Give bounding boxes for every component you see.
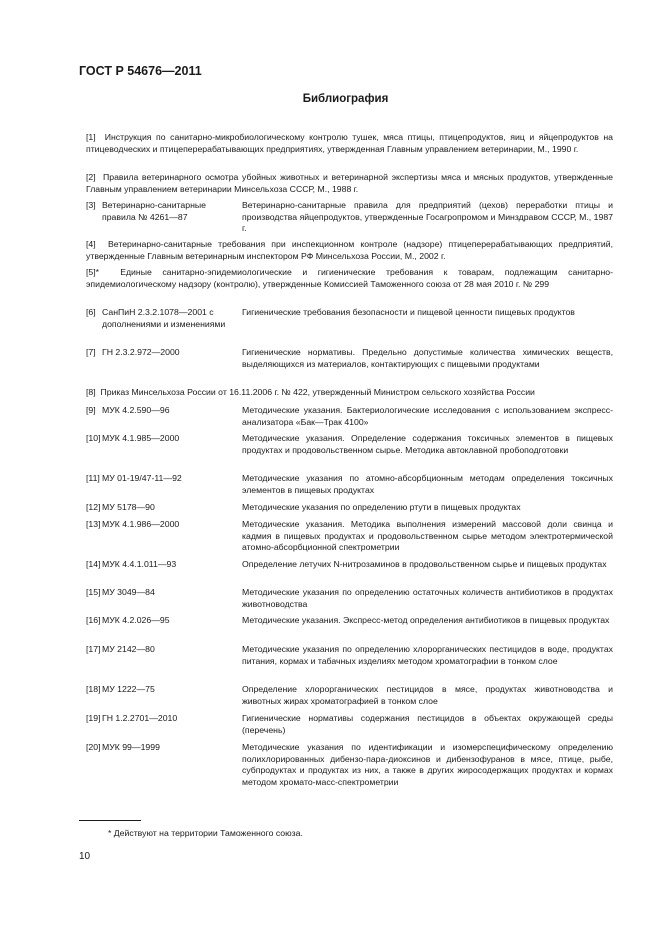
entry-number: [16] <box>86 615 101 625</box>
bibliography-entry <box>86 615 613 627</box>
entry-number: [20] <box>86 742 101 752</box>
bibliography-entry <box>86 267 613 290</box>
entry-code: МУ 01-19/47-11—92 <box>102 473 182 483</box>
entry-code: МУК 4.4.1.011—93 <box>102 559 177 569</box>
entry-text: Методические указания. Методика выполнения измерений массовой доли свинца и кадмия в пищевых продуктах и продовольственном сырье методом электротермической атомно-абсорбционной спектрометрии <box>242 519 613 553</box>
entry-number: [6] <box>86 307 96 317</box>
bibliography-entry <box>86 644 613 667</box>
bibliography-entry <box>86 200 613 235</box>
entry-text: Методические указания. Определение содержания токсичных элементов в пищевых продуктах и продовольственном сырье. Методика автоклавной пробоподготовки <box>242 433 613 455</box>
entry-text: Методические указания по определению хлорорганических пестицидов в воде, продуктах питания, кормах и табачных изделиях методом хроматографии в тонком слое <box>242 644 613 666</box>
bibliography-entry <box>86 405 613 428</box>
bibliography-entry <box>86 347 613 370</box>
entry-number: [1] <box>86 132 96 142</box>
entry-number: [15] <box>86 587 101 597</box>
entry-text: Методические указания. Экспресс-метод определения антибиотиков в пищевых продуктах <box>242 615 610 625</box>
entry-code: МУ 1222—75 <box>102 684 155 694</box>
bibliography-entry <box>86 519 613 554</box>
entry-text: Методические указания по определению остаточных количеств антибиотиков в продуктах животноводства <box>242 587 613 609</box>
entry-text: Правила ветеринарного осмотра убойных животных и ветеринарной экспертизы мяса и мясных продуктов, утвержденные Главным управлением ветеринарии Минсельхоза СССР, М., 1988 г. <box>86 172 614 194</box>
entry-code: МУК 99—1999 <box>102 742 160 752</box>
entry-code: ГН 2.3.2.972—2000 <box>102 347 180 357</box>
entry-number: [8] <box>86 387 96 397</box>
entry-text: Гигиенические требования безопасности и пищевой ценности пищевых продуктов <box>242 307 575 317</box>
footnote-divider <box>79 820 141 821</box>
page-number: 10 <box>79 851 91 862</box>
entry-number: [14] <box>86 559 101 569</box>
bibliography-entry <box>86 559 613 571</box>
bibliography-entry <box>86 587 613 610</box>
entry-text: Приказ Минсельхоза России от 16.11.2006 г. № 422, утвержденный Министром сельского хозяйства России <box>100 387 535 397</box>
entry-number: [9] <box>86 405 96 415</box>
entry-number: [13] <box>86 519 101 529</box>
entry-text: Методические указания по атомно-абсорбционным методам определения токсичных элементов в пищевых продуктах <box>242 473 613 495</box>
bibliography-entry <box>86 433 613 456</box>
bibliography-entry <box>86 307 613 330</box>
entry-text: Гигиенические нормативы содержания пестицидов в объектах окружающей среды (перечень) <box>242 713 613 735</box>
entry-code: МУК 4.2.590—96 <box>102 405 170 415</box>
entry-number: [11] <box>86 473 100 483</box>
entry-number: [18] <box>86 684 101 694</box>
entry-number: [12] <box>86 502 101 512</box>
entry-text: Методические указания по определению ртути в пищевых продуктах <box>242 502 521 512</box>
entry-number: [19] <box>86 713 101 723</box>
document-header: ГОСТ Р 54676—2011 <box>79 64 202 78</box>
entry-number: [7] <box>86 347 96 357</box>
entry-code: МУ 5178—90 <box>102 502 155 512</box>
bibliography-entry <box>86 742 613 788</box>
entry-code: МУ 3049—84 <box>102 587 155 597</box>
entry-text: Методические указания по идентификации и изомерспецифическому определению полихлорированных дибензо-пара-диоксинов и дибензофуранов в мясе, птице, рыбе, субпродуктах и продуктах из них, а также в других жиросодержащих продуктах и кормах методом хромато-масс-спектрометрии <box>242 742 613 787</box>
entry-code: МУК 4.1.985—2000 <box>102 433 180 443</box>
entry-code: МУК 4.2.026—95 <box>102 615 170 625</box>
entry-number: [4] <box>86 239 96 249</box>
entry-text: Ветеринарно-санитарные правила для предприятий (цехов) переработки птицы и производства яйцепродуктов, утвержденные Госагропромом и Минздравом СССР, М., 1987 г. <box>242 200 613 234</box>
entry-text: Определение хлорорганических пестицидов в мясе, продуктах животноводства и животных жирах хроматографией в тонком слое <box>242 684 613 706</box>
entry-code: СанПиН 2.3.2.1078—2001 с дополнениями и изменениями <box>102 307 226 329</box>
entry-text: Инструкция по санитарно-микробиологическому контролю тушек, мяса птицы, птицепродуктов, яиц и яйцепродуктов на птицеводческих и птицеперерабатывающих предприятиях, утвержденная Главным управлением ветеринарии, М., 1990 г. <box>86 132 613 154</box>
entry-number: [10] <box>86 433 101 443</box>
entry-number: [5]* <box>86 267 100 277</box>
entry-text: Единые санитарно-эпидемиологические и гигиенические требования к товарам, подлежащим санитарно-эпидемиологическому надзору (контролю), утвержденные Комиссией Таможенного союза от 28 мая 2010 г. № 299 <box>86 267 613 289</box>
bibliography-entry <box>86 473 613 496</box>
entry-number: [17] <box>86 644 101 654</box>
bibliography-entry <box>86 132 613 155</box>
entry-text: Методические указания. Бактериологические исследования с использованием экспресс-анализатора «Бак—Трак 4100» <box>242 405 613 427</box>
entry-code: МУ 2142—80 <box>102 644 155 654</box>
footnote: * Действуют на территории Таможенного союза. <box>108 828 303 838</box>
bibliography-entry <box>86 387 613 399</box>
entry-text: Определение летучих N-нитрозаминов в продовольственном сырье и пищевых продуктах <box>242 559 607 569</box>
bibliography-entry <box>86 502 613 514</box>
bibliography-entry <box>86 713 613 736</box>
entry-text: Ветеринарно-санитарные требования при инспекционном контроле (надзоре) птицеперерабатывающих предприятий, утвержденные Главным ветеринарным инспектором РФ Минсельхоза России, М., 2002 г. <box>86 239 613 261</box>
entry-code: МУК 4.1.986—2000 <box>102 519 180 529</box>
entry-code: Ветеринарно-санитарные правила № 4261—87 <box>102 200 206 222</box>
bibliography-entry <box>86 684 613 707</box>
entry-number: [2] <box>86 172 96 182</box>
bibliography-entry <box>86 172 613 195</box>
page-title: Библиография <box>302 93 389 105</box>
entry-text: Гигиенические нормативы. Предельно допустимые количества химических веществ, выделяющихся из материалов, контактирующих с пищевыми продуктами <box>242 347 613 369</box>
entry-number: [3] <box>86 200 96 210</box>
bibliography-entry <box>86 239 613 262</box>
entry-code: ГН 1.2.2701—2010 <box>102 713 178 723</box>
